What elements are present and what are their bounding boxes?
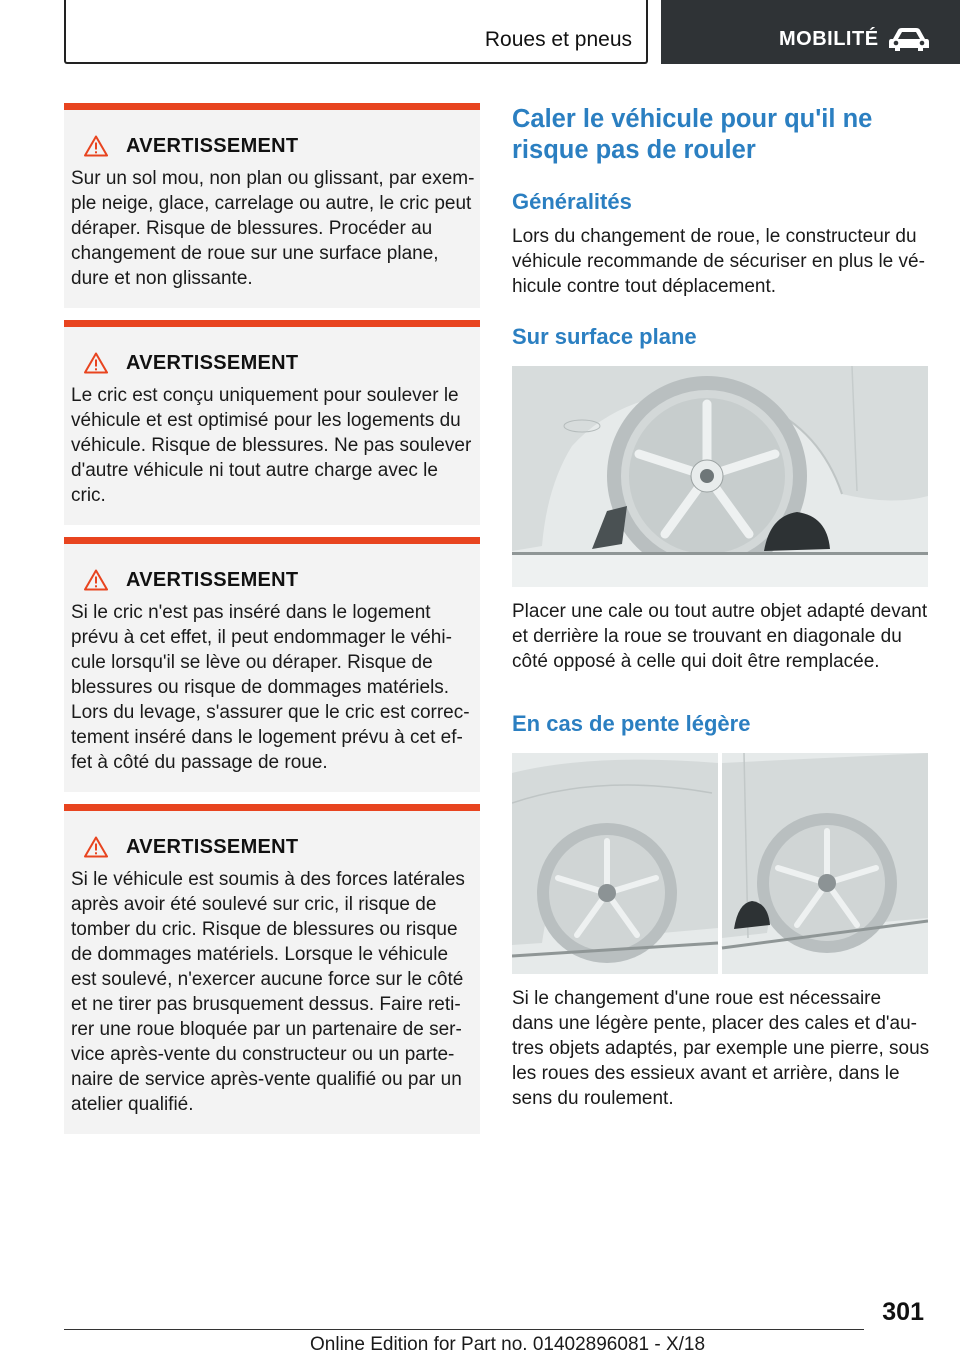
text-line: sens du roulement.	[512, 1088, 674, 1109]
warning-triangle-icon	[84, 836, 108, 858]
slope-paragraph	[512, 986, 930, 1111]
text-line: Sur un sol mou, non plan ou glissant, par exem‐	[71, 168, 475, 189]
text-line: Si le cric n'est pas inséré dans le logement	[71, 602, 431, 623]
text-line: blessures ou risque de dommages matériels.	[71, 677, 450, 698]
footer-divider	[64, 1329, 864, 1330]
text-line: ple neige, glace, carrelage ou autre, le cric peut	[71, 193, 472, 214]
warning-text	[71, 166, 475, 291]
flat-surface-paragraph	[512, 599, 930, 674]
warning-header	[84, 833, 298, 861]
warning-text	[71, 600, 475, 775]
text-line: véhicule et est optimisé pour les logements du	[71, 410, 461, 431]
page-title	[512, 104, 932, 166]
text-line: vice après-vente du constructeur ou un parte‐	[71, 1044, 455, 1065]
warning-triangle-icon	[84, 352, 108, 374]
text-line: de dommages matériels. Lorsque le véhicule	[71, 944, 449, 965]
text-line: et derrière la roue se trouvant en diagonale du	[512, 626, 902, 647]
text-line: déraper. Risque de blessures. Procéder au	[71, 218, 433, 239]
text-line: rer une roue bloquée par un partenaire de ser‐	[71, 1019, 462, 1040]
text-line: atelier qualifié.	[71, 1094, 194, 1115]
slope-illustration	[512, 753, 928, 974]
warning-title: AVERTISSEMENT	[126, 568, 299, 591]
warning-title: AVERTISSEMENT	[126, 835, 299, 858]
warning-box-2	[64, 320, 480, 525]
text-line: tres objets adaptés, par exemple une pierre, sous	[512, 1038, 930, 1059]
footer-edition: Online Edition for Part no. 01402896081 - X/18	[310, 1334, 706, 1355]
wheel-chock-flat-image	[512, 366, 928, 587]
text-line: fet à côté du passage de roue.	[71, 752, 328, 773]
text-line: dure et non glissante.	[71, 268, 253, 289]
text-line: les roues des essieux avant et arrière, dans le	[512, 1063, 900, 1084]
car-icon	[887, 27, 931, 53]
text-line: véhicule. Risque de blessures. Ne pas soulever	[71, 435, 472, 456]
general-paragraph	[512, 224, 930, 299]
warning-text	[71, 867, 475, 1117]
text-line: Le cric est conçu uniquement pour soulever le	[71, 385, 459, 406]
warning-title: AVERTISSEMENT	[126, 351, 299, 374]
slope-heading: En cas de pente légère	[512, 711, 751, 736]
page-number: 301	[882, 1298, 924, 1326]
text-line: cule lorsqu'il se lève ou déraper. Risque de	[71, 652, 433, 673]
text-line: tement inséré dans le logement prévu à cet ef‐	[71, 727, 463, 748]
text-line: côté opposé à celle qui doit être remplacée.	[512, 651, 880, 672]
text-line: Placer une cale ou tout autre objet adapté devant	[512, 601, 928, 622]
warning-triangle-icon	[84, 135, 108, 157]
flat-surface-illustration	[512, 366, 928, 587]
text-line: naire de service après-vente qualifié ou par un	[71, 1069, 462, 1090]
warning-triangle-icon	[84, 569, 108, 591]
warning-header	[84, 349, 298, 377]
title-line: risque pas de rouler	[512, 136, 756, 164]
warning-box-3	[64, 537, 480, 792]
text-line: hicule contre tout déplacement.	[512, 276, 777, 297]
warning-box-1	[64, 103, 480, 308]
flat-surface-heading: Sur surface plane	[512, 324, 697, 349]
text-line: cric.	[71, 485, 106, 506]
text-line: tomber du cric. Risque de blessures ou risque	[71, 919, 458, 940]
text-line: Lors du changement de roue, le constructeur du	[512, 226, 917, 247]
text-line: prévu à cet effet, il peut endommager le véhi‐	[71, 627, 452, 648]
warning-text	[71, 383, 475, 508]
warning-header	[84, 566, 298, 594]
section-title: Roues et pneus	[484, 28, 632, 51]
warning-header	[84, 132, 298, 160]
text-line: Si le changement d'une roue est nécessaire	[512, 988, 882, 1009]
text-line: est soulevé, n'exercer aucune force sur le côté	[71, 969, 464, 990]
chapter-tab	[661, 0, 960, 64]
text-line: Si le véhicule est soumis à des forces latérales	[71, 869, 465, 890]
header-section-box	[64, 0, 648, 64]
general-heading: Généralités	[512, 189, 632, 214]
warning-title: AVERTISSEMENT	[126, 134, 299, 157]
text-line: après avoir été soulevé sur cric, il risque de	[71, 894, 437, 915]
warning-box-4	[64, 804, 480, 1134]
text-line: d'autre véhicule ni tout autre charge avec le	[71, 460, 438, 481]
text-line: et ne tirer pas brusquement dessus. Faire reti‐	[71, 994, 461, 1015]
text-line: Lors du levage, s'assurer que le cric est correc‐	[71, 702, 470, 723]
text-line: dans une légère pente, placer des cales et d'au‐	[512, 1013, 918, 1034]
wheel-chock-slope-image	[512, 753, 928, 974]
text-line: changement de roue sur une surface plane,	[71, 243, 439, 264]
chapter-label: MOBILITÉ	[779, 28, 879, 50]
title-line: Caler le véhicule pour qu'il ne	[512, 105, 873, 133]
text-line: véhicule recommande de sécuriser en plus le vé‐	[512, 251, 925, 272]
